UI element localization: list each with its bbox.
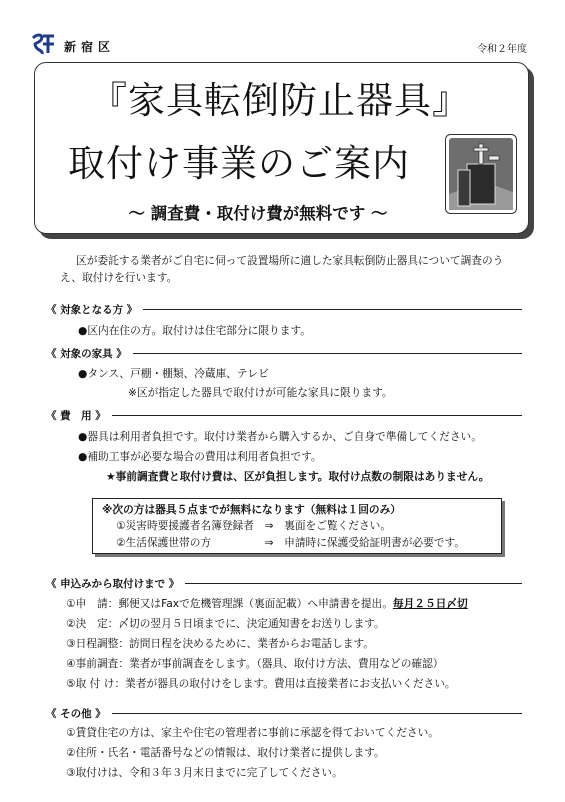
eligibility-row: ②生活保護世帯の方 ⇒ 申請時に保護受給証明書が必要です。 [116, 536, 465, 549]
other-line: ②住所・氏名・電話番号などの情報は、取付け業者に提供します。 [66, 746, 385, 759]
fiscal-year: 令和２年度 [477, 44, 527, 55]
divider [143, 309, 522, 310]
cost-line: ●補助工事が必要な場合の費用は利用者負担です。 [78, 450, 322, 463]
flow-step [66, 616, 385, 631]
step-label: ⑤取 付 け [66, 677, 115, 690]
eligibility-title: ※次の方は器具５点までが無料になります（無料は１回のみ） [102, 503, 401, 516]
step-text: ：業者が事前調査をします。（器具、取付け方法、費用などの確認） [118, 657, 444, 670]
furniture-line: ●タンス、戸棚・棚類、冷蔵庫、テレビ [78, 367, 269, 380]
flow-step [66, 656, 443, 671]
divider [133, 353, 522, 354]
flow-step [66, 596, 468, 611]
divider [185, 583, 522, 584]
divider [112, 415, 522, 416]
flow-step [66, 676, 456, 691]
main-subtitle-title: 取付け事業のご案内 [68, 142, 410, 185]
section-target-heading [46, 301, 522, 317]
target-line: ●区内在住の方。取付けは住宅部分に限ります。 [78, 324, 311, 337]
furniture-note: ※区が指定した器具で取付けが可能な家具に限ります。 [128, 386, 393, 399]
ward-name: 新宿区 [64, 40, 116, 54]
section-other-heading [46, 705, 522, 721]
other-line: ③取付けは、令和３年３月末日までに完了してください。 [66, 766, 343, 779]
step-label: ④事前調査 [66, 657, 119, 670]
furniture-anchor-illustration [445, 134, 517, 214]
step-text: ：郵便又はFaxで危機管理課（裏面記載）へ申請書を提出。 [107, 597, 393, 610]
cost-highlight: ★事前調査費と取付け費は、区が負担します。取付け点数の制限はありません。 [106, 470, 490, 483]
step-label: ③日程調整 [66, 637, 119, 650]
step-text: ：訪問日程を決めるために、業者からお電話します。 [118, 637, 374, 650]
cost-line: ●器具は利用者負担です。取付け業者から購入するか、ご自身で準備してください。 [78, 430, 482, 443]
eligibility-row: ①災害時要援護者名簿登録者 ⇒ 裏面をご覧ください。 [116, 519, 392, 532]
step-text: ：業者が器具の取付けをします。費用は直接業者にお支払いください。 [114, 677, 456, 690]
other-line: ①賃貸住宅の方は、家主や住宅の管理者に事前に承認を得ておいてください。 [66, 726, 439, 739]
intro-paragraph: 区が委託する業者がご自宅に伺って設置場所に適した家具転倒防止器具について調査のうえ、取付けを行います。 [60, 254, 504, 284]
section-heading-label: 《 対象の家具 》 [46, 347, 127, 360]
section-heading-label: 《 費 用 》 [46, 409, 106, 422]
section-heading-label: 《 その他 》 [46, 707, 106, 720]
step-text: ：〆切の翌月５日頃までに、決定通知書をお送りします。 [107, 617, 385, 630]
flow-step [66, 636, 374, 651]
section-cost-heading [46, 407, 522, 423]
deadline-emphasis: 毎月２５日〆切 [392, 597, 468, 610]
section-heading-label: 《 対象となる方 》 [46, 303, 138, 316]
step-label: ②決 定 [66, 617, 108, 630]
section-heading-label: 《 申込みから取付けまで 》 [46, 577, 180, 590]
step-label: ①申 請 [66, 597, 108, 610]
main-title: 『家具転倒防止器具』 [90, 79, 470, 122]
shinjuku-ward-logo [30, 33, 56, 55]
section-furniture-heading [46, 345, 522, 361]
section-flow-heading [46, 575, 522, 591]
divider [112, 713, 522, 714]
free-of-charge-tagline: 〜 調査費・取付け費が無料です 〜 [128, 204, 388, 223]
